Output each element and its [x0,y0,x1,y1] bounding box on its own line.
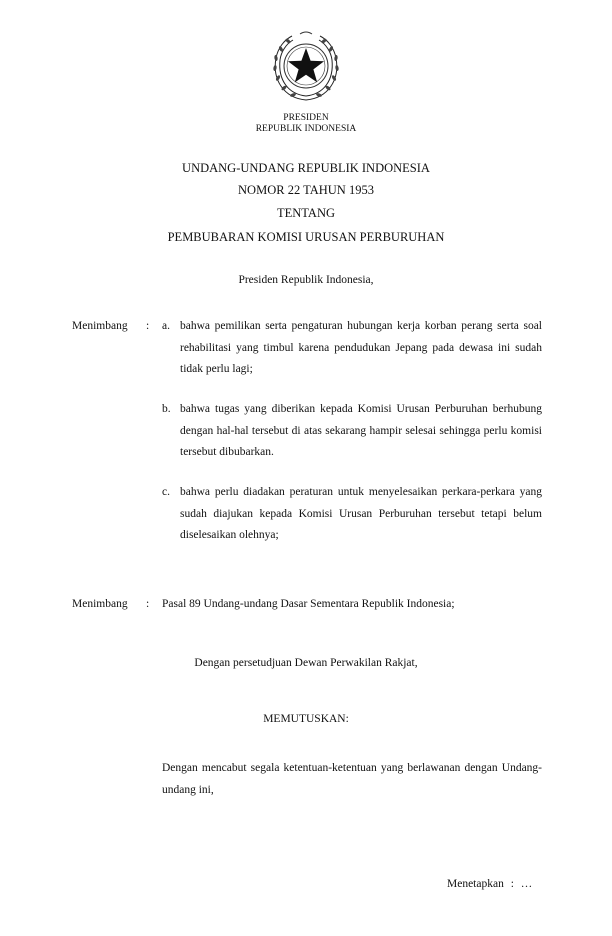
revocation-clause: Dengan mencabut segala ketentuan-ketentuan yang berlawanan dengan Undang-undang ini, [162,762,542,796]
menimbang-item-c [162,482,542,547]
menimbang-colon: : [146,320,150,332]
law-title: UNDANG-UNDANG REPUBLIK INDONESIA [182,161,430,175]
decision-heading: MEMUTUSKAN: [263,713,349,725]
menimbang-item-b [162,399,542,464]
mengingat-colon: : [146,598,150,610]
menimbang-label: Menimbang [72,320,128,332]
mengingat-label: Menimbang [72,598,128,610]
item-marker: a. [162,320,170,332]
menetapkan-colon: : [510,878,514,890]
item-text: bahwa perlu diadakan peraturan untuk menyelesaikan perkara-perkara yang sudah diajukan kepada Komisi Urusan Perburuhan tersebut tetapi belum diselesaikan olehnya; [180,486,542,541]
header-presiden: PRESIDEN [283,113,329,123]
continuation-marker [447,878,532,890]
law-about: TENTANG [276,206,335,220]
approval-statement: Dengan persetudjuan Dewan Perwakilan Rakjat, [194,657,418,669]
header-republik-indonesia: REPUBLIK INDONESIA [255,124,357,134]
law-subject: PEMBUBARAN KOMISI URUSAN PERBURUHAN [167,230,445,244]
preamble: Presiden Republik Indonesia, [238,274,374,286]
menetapkan-label: Menetapkan [447,878,504,890]
item-text: bahwa tugas yang diberikan kepada Komisi Urusan Perburuhan berhubung dengan hal-hal tersebut di atas sekarang hampir selesai sehingga perlu komisi tersebut dibubarkan. [180,403,542,458]
law-number: NOMOR 22 TAHUN 1953 [238,183,374,197]
ellipsis: … [520,878,533,890]
item-marker: b. [162,403,171,415]
item-marker: c. [162,486,170,498]
item-text: bahwa pemilikan serta pengaturan hubungan kerja korban perang serta soal rehabilitasi yang timbul karena pendudukan Jepang pada dewasa ini sudah tidak perlu lagi; [180,320,542,375]
mengingat-text: Pasal 89 Undang-undang Dasar Sementara Republik Indonesia; [162,598,455,610]
presidential-star-emblem-icon [266,28,346,108]
menimbang-item-a [162,316,542,381]
